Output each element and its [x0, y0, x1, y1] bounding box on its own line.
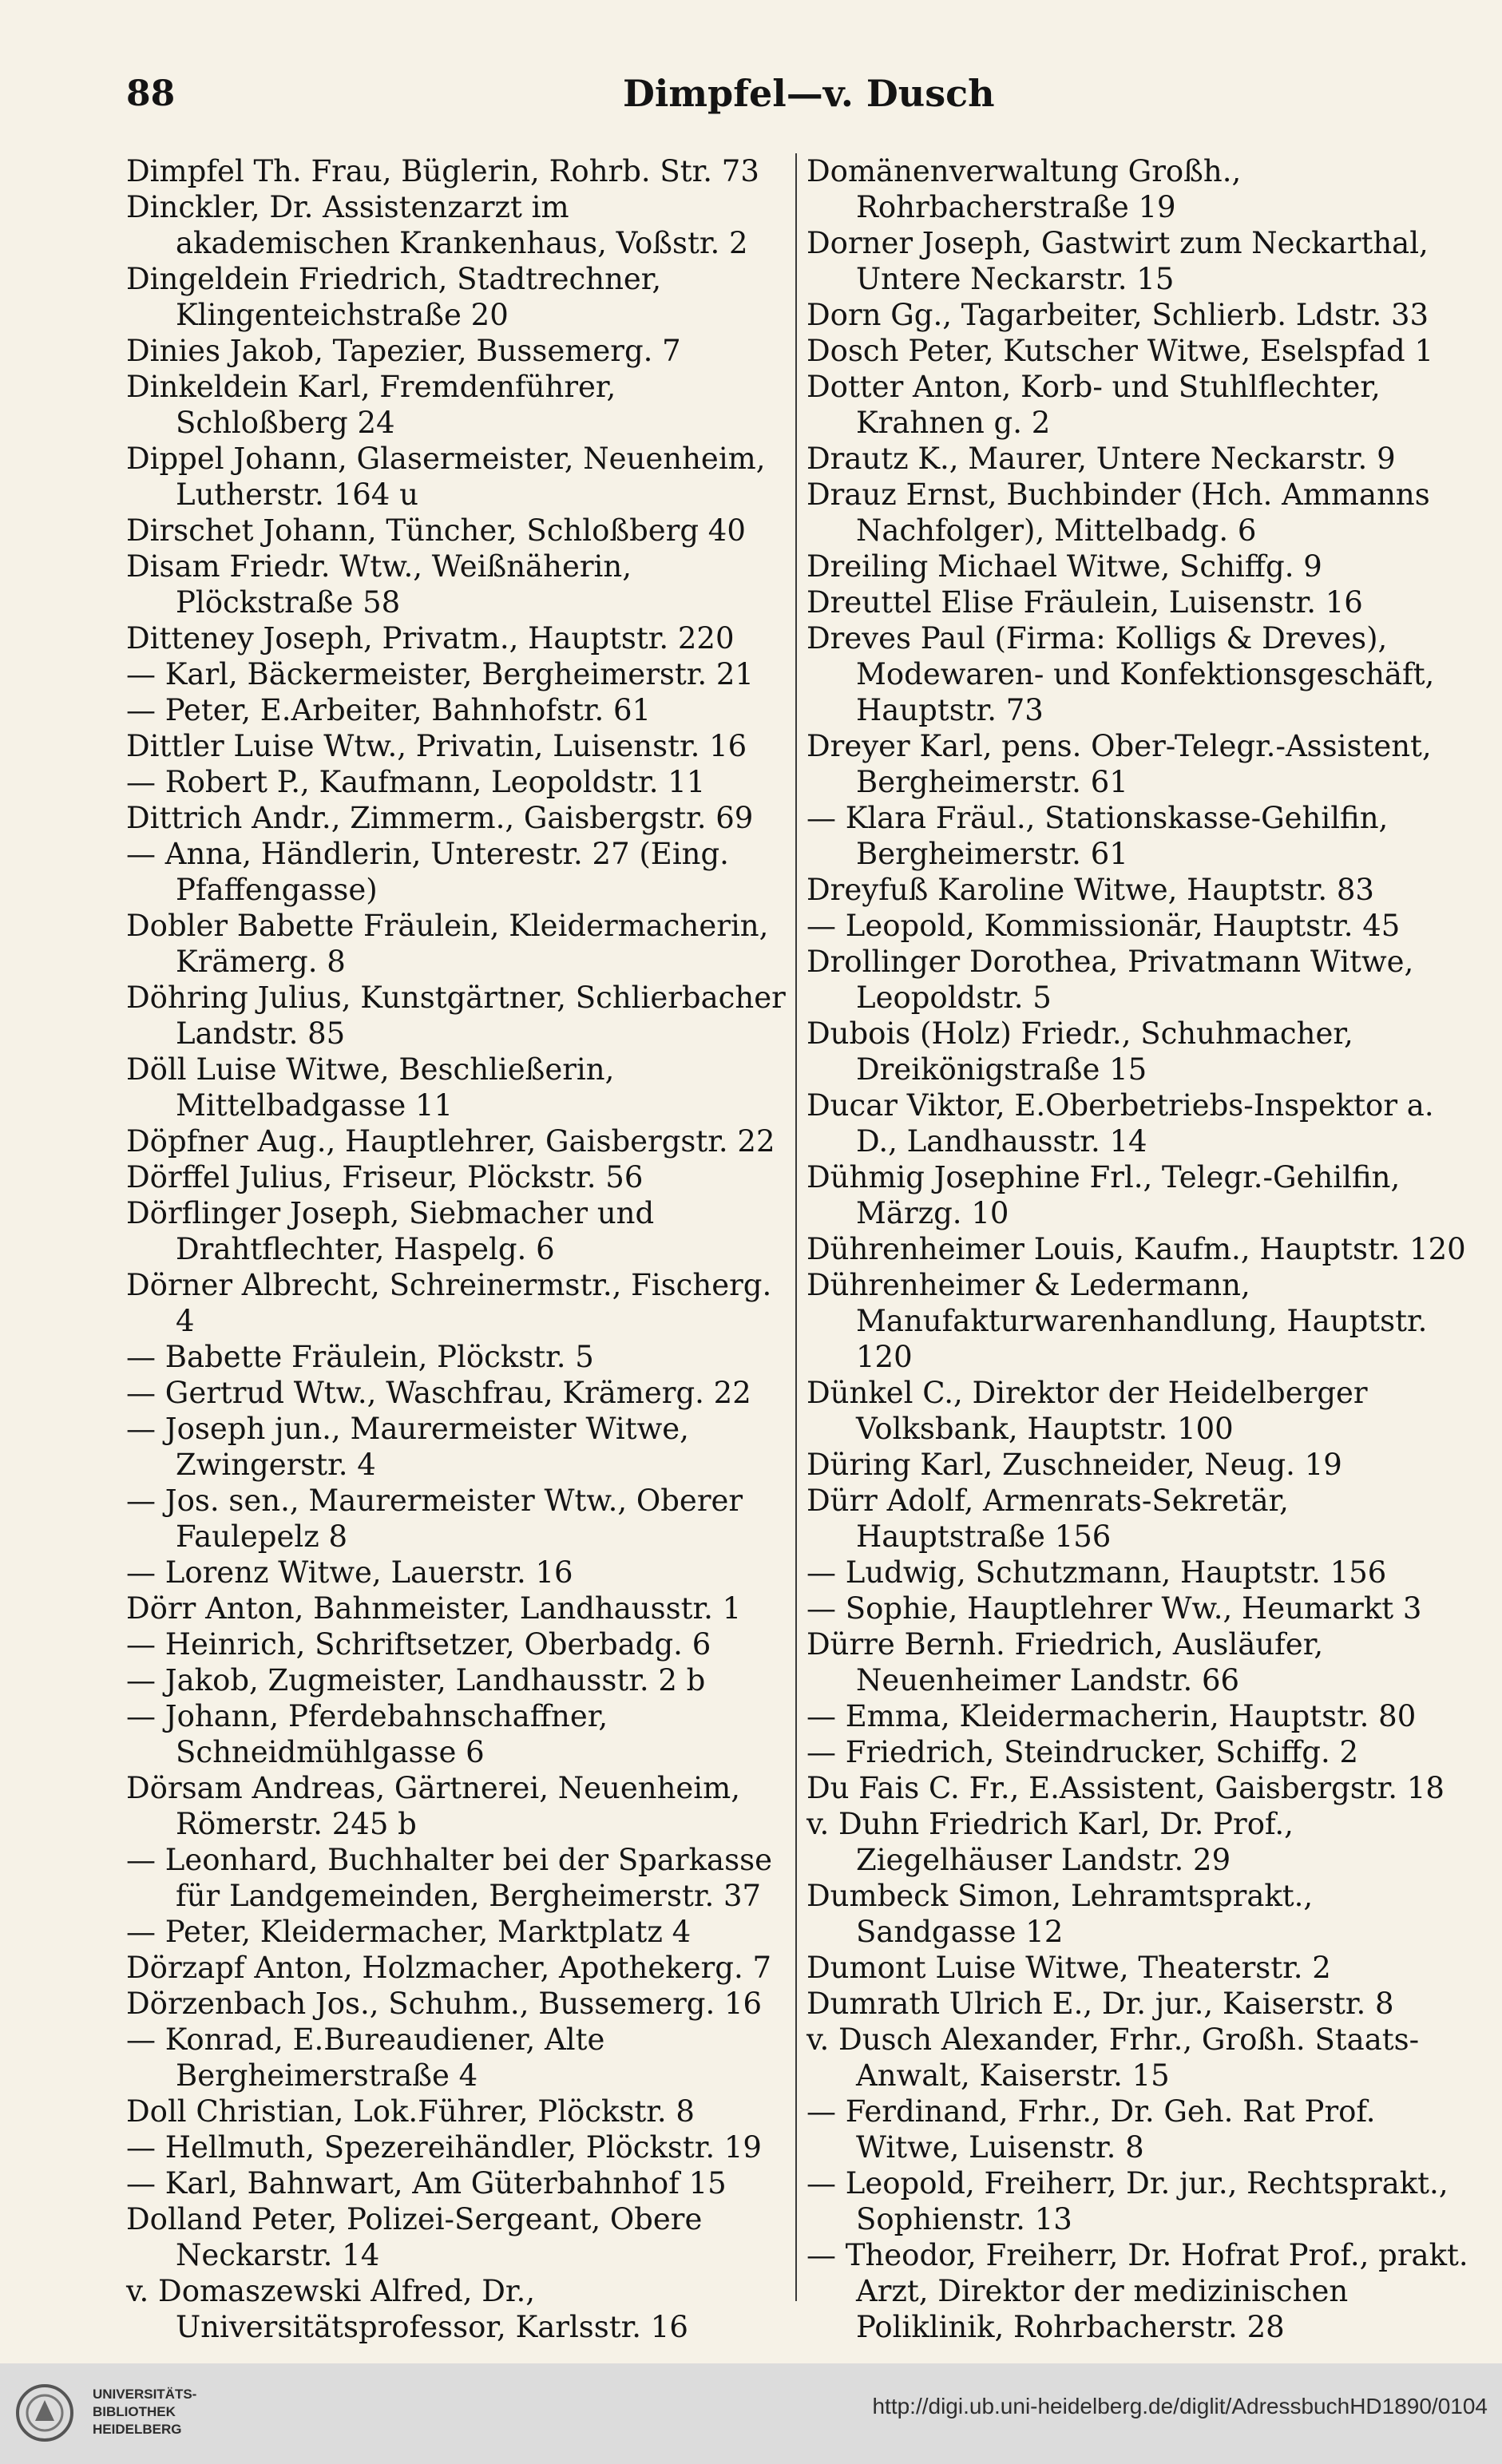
directory-entry: Dreuttel Elise Fräulein, Luisenstr. 16	[806, 585, 1363, 620]
directory-entry: Disam Friedr. Wtw., Weißnäherin, Plöckstraße 58	[126, 549, 632, 620]
directory-entry: Döpfner Aug., Hauptlehrer, Gaisbergstr. 22	[126, 1124, 775, 1159]
directory-entry: Dörr Anton, Bahnmeister, Landhausstr. 1	[126, 1591, 742, 1626]
directory-entry: — Gertrud Wtw., Waschfrau, Krämerg. 22	[126, 1376, 751, 1410]
directory-entry: Dumont Luise Witwe, Theaterstr. 2	[806, 1951, 1331, 1985]
directory-entry: Dörsam Andreas, Gärtnerei, Neuenheim, Römerstr. 245 b	[126, 1771, 740, 1841]
directory-entry: — Konrad, E.Bureaudiener, Alte Bergheimerstraße 4	[126, 2022, 605, 2093]
directory-entry: Dinies Jakob, Tapezier, Bussemerg. 7	[126, 334, 681, 368]
directory-entry: — Karl, Bahnwart, Am Güterbahnhof 15	[126, 2166, 727, 2201]
page-header	[0, 0, 1502, 115]
library-logo-text: UNIVERSITÄTS-BIBLIOTHEK HEIDELBERG	[93, 2387, 197, 2437]
directory-entry: Dippel Johann, Glasermeister, Neuenheim, Lutherstr. 164 u	[126, 442, 766, 512]
directory-entry: Du Fais C. Fr., E.Assistent, Gaisbergstr. 18	[806, 1771, 1445, 1805]
directory-entry: Ditteney Joseph, Privatm., Hauptstr. 220	[126, 621, 735, 656]
directory-entry: v. Dusch Alexander, Frhr., Großh. Staats-Anwalt, Kaiserstr. 15	[806, 2022, 1420, 2093]
directory-entry: — Leopold, Kommissionär, Hauptstr. 45	[806, 909, 1401, 943]
directory-entry: Dubois (Holz) Friedr., Schuhmacher, Dreikönigstraße 15	[806, 1016, 1353, 1087]
directory-entry: Dreves Paul (Firma: Kolligs & Dreves), Modewaren- und Konfektionsgeschäft, Hauptstr. 73	[806, 621, 1435, 727]
directory-entry: Dreiling Michael Witwe, Schiffg. 9	[806, 549, 1322, 584]
directory-entry: Döll Luise Witwe, Beschließerin, Mittelbadgasse 11	[126, 1052, 615, 1123]
directory-entry: Dürre Bernh. Friedrich, Ausläufer, Neuenheimer Landstr. 66	[806, 1627, 1324, 1697]
directory-entry: — Robert P., Kaufmann, Leopoldstr. 11	[126, 765, 706, 799]
directory-entry: Dosch Peter, Kutscher Witwe, Eselspfad 1	[806, 334, 1434, 368]
directory-entry: — Johann, Pferdebahnschaffner, Schneidmühlgasse 6	[126, 1699, 608, 1769]
directory-entry: Drollinger Dorothea, Privatmann Witwe, Leopoldstr. 5	[806, 945, 1414, 1015]
directory-entry: Dorner Joseph, Gastwirt zum Neckarthal, Untere Neckarstr. 15	[806, 226, 1429, 296]
directory-entry: — Leopold, Freiherr, Dr. jur., Rechtsprakt., Sophienstr. 13	[806, 2166, 1448, 2236]
right-column	[806, 153, 1469, 2345]
directory-entry: — Leonhard, Buchhalter bei der Sparkasse für Landgemeinden, Bergheimerstr. 37	[126, 1843, 772, 1913]
directory-entry: Dührenheimer Louis, Kaufm., Hauptstr. 120	[806, 1232, 1466, 1266]
directory-entry: Dünkel C., Direktor der Heidelberger Volksbank, Hauptstr. 100	[806, 1376, 1368, 1446]
directory-entry: Dürr Adolf, Armenrats-Sekretär, Hauptstraße 156	[806, 1484, 1289, 1554]
directory-entry: — Peter, E.Arbeiter, Bahnhofstr. 61	[126, 693, 652, 727]
directory-entry: — Emma, Kleidermacherin, Hauptstr. 80	[806, 1699, 1417, 1733]
directory-entry: — Jakob, Zugmeister, Landhausstr. 2 b	[126, 1663, 706, 1697]
directory-entry: — Babette Fräulein, Plöckstr. 5	[126, 1340, 594, 1374]
directory-entry: Dreyer Karl, pens. Ober-Telegr.-Assistent, Bergheimerstr. 61	[806, 729, 1432, 799]
directory-entry: Dinckler, Dr. Assistenzarzt im akademischen Krankenhaus, Voßstr. 2	[126, 190, 748, 260]
directory-entry: — Heinrich, Schriftsetzer, Oberbadg. 6	[126, 1627, 711, 1662]
directory-entry: Doll Christian, Lok.Führer, Plöckstr. 8	[126, 2094, 695, 2129]
directory-entry: Dumbeck Simon, Lehramtsprakt., Sandgasse 12	[806, 1879, 1314, 1949]
directory-entry: v. Domaszewski Alfred, Dr., Universitätsprofessor, Karlsstr. 16	[126, 2274, 688, 2344]
directory-entry: Drautz K., Maurer, Untere Neckarstr. 9	[806, 442, 1396, 476]
directory-entry: Dörner Albrecht, Schreinermstr., Fischerg. 4	[126, 1268, 772, 1338]
directory-entry: Düring Karl, Zuschneider, Neug. 19	[806, 1448, 1342, 1482]
directory-entry: Dimpfel Th. Frau, Büglerin, Rohrb. Str. 73	[126, 154, 759, 188]
directory-entry: — Anna, Händlerin, Unterestr. 27 (Eing. Pfaffengasse)	[126, 837, 729, 907]
directory-entry: Dörffel Julius, Friseur, Plöckstr. 56	[126, 1160, 644, 1194]
directory-entry: — Ferdinand, Frhr., Dr. Geh. Rat Prof. Witwe, Luisenstr. 8	[806, 2094, 1376, 2165]
directory-entry: Dörzenbach Jos., Schuhm., Bussemerg. 16	[126, 1987, 763, 2021]
directory-entry: — Karl, Bäckermeister, Bergheimerstr. 21	[126, 657, 754, 691]
directory-entry: Dühmig Josephine Frl., Telegr.-Gehilfin, Märzg. 10	[806, 1160, 1401, 1230]
page-number: 88	[126, 73, 176, 114]
directory-entry: Dörflinger Joseph, Siebmacher und Drahtflechter, Haspelg. 6	[126, 1196, 655, 1266]
directory-entry: — Jos. sen., Maurermeister Wtw., Oberer Faulepelz 8	[126, 1484, 743, 1554]
column-divider	[795, 153, 797, 2301]
directory-entry: — Ludwig, Schutzmann, Hauptstr. 156	[806, 1555, 1387, 1590]
directory-entry: Dittler Luise Wtw., Privatin, Luisenstr. 16	[126, 729, 747, 763]
directory-entry: Dotter Anton, Korb- und Stuhlflechter, Krahnen g. 2	[806, 370, 1381, 440]
directory-entry: Dobler Babette Fräulein, Kleidermacherin, Krämerg. 8	[126, 909, 769, 979]
directory-entry: — Peter, Kleidermacher, Marktplatz 4	[126, 1915, 692, 1949]
directory-entry: v. Duhn Friedrich Karl, Dr. Prof., Ziegelhäuser Landstr. 29	[806, 1807, 1294, 1877]
directory-entry: Dittrich Andr., Zimmerm., Gaisbergstr. 69	[126, 801, 754, 835]
left-column	[126, 153, 789, 2345]
library-logo[interactable]	[13, 2373, 197, 2453]
library-seal-icon	[13, 2379, 77, 2446]
directory-entry: Döhring Julius, Kunstgärtner, Schlierbacher Landstr. 85	[126, 980, 786, 1051]
directory-entry: — Joseph jun., Maurermeister Witwe, Zwingerstr. 4	[126, 1412, 689, 1482]
directory-entry: Dührenheimer & Ledermann, Manufakturwarenhandlung, Hauptstr. 120	[806, 1268, 1428, 1374]
directory-entry: — Friedrich, Steindrucker, Schiffg. 2	[806, 1735, 1359, 1769]
directory-entry: Dirschet Johann, Tüncher, Schloßberg 40	[126, 513, 746, 548]
directory-entry: — Hellmuth, Spezereihändler, Plöckstr. 19	[126, 2130, 762, 2165]
directory-entry: Domänenverwaltung Großh., Rohrbacherstraße 19	[806, 154, 1242, 224]
directory-entry: Dolland Peter, Polizei-Sergeant, Obere Neckarstr. 14	[126, 2202, 703, 2272]
source-url-link[interactable]: http://digi.ub.uni-heidelberg.de/diglit/AdressbuchHD1890/0104	[872, 2394, 1488, 2418]
directory-entry: Dingeldein Friedrich, Stadtrechner, Klingenteichstraße 20	[126, 262, 662, 332]
directory-entry: — Lorenz Witwe, Lauerstr. 16	[126, 1555, 573, 1590]
directory-entry: — Theodor, Freiherr, Dr. Hofrat Prof., prakt. Arzt, Direktor der medizinischen Poliklinik, Rohrbacherstr. 28	[806, 2238, 1468, 2344]
directory-entry: Dreyfuß Karoline Witwe, Hauptstr. 83	[806, 873, 1374, 907]
footer-bar	[0, 2363, 1502, 2464]
directory-entry: Ducar Viktor, E.Oberbetriebs-Inspektor a. D., Landhausstr. 14	[806, 1088, 1434, 1159]
directory-entry: Dorn Gg., Tagarbeiter, Schlierb. Ldstr. 33	[806, 298, 1429, 332]
directory-entry: Dinkeldein Karl, Fremdenführer, Schloßberg 24	[126, 370, 616, 440]
directory-entry: Drauz Ernst, Buchbinder (Hch. Ammanns Nachfolger), Mittelbadg. 6	[806, 477, 1430, 548]
directory-entry: — Klara Fräul., Stationskasse-Gehilfin, Bergheimerstr. 61	[806, 801, 1389, 871]
directory-entry: Dumrath Ulrich E., Dr. jur., Kaiserstr. 8	[806, 1987, 1394, 2021]
directory-entry: — Sophie, Hauptlehrer Ww., Heumarkt 3	[806, 1591, 1422, 1626]
directory-entry: Dörzapf Anton, Holzmacher, Apothekerg. 7	[126, 1951, 772, 1985]
running-head: Dimpfel—v. Dusch	[623, 72, 995, 115]
